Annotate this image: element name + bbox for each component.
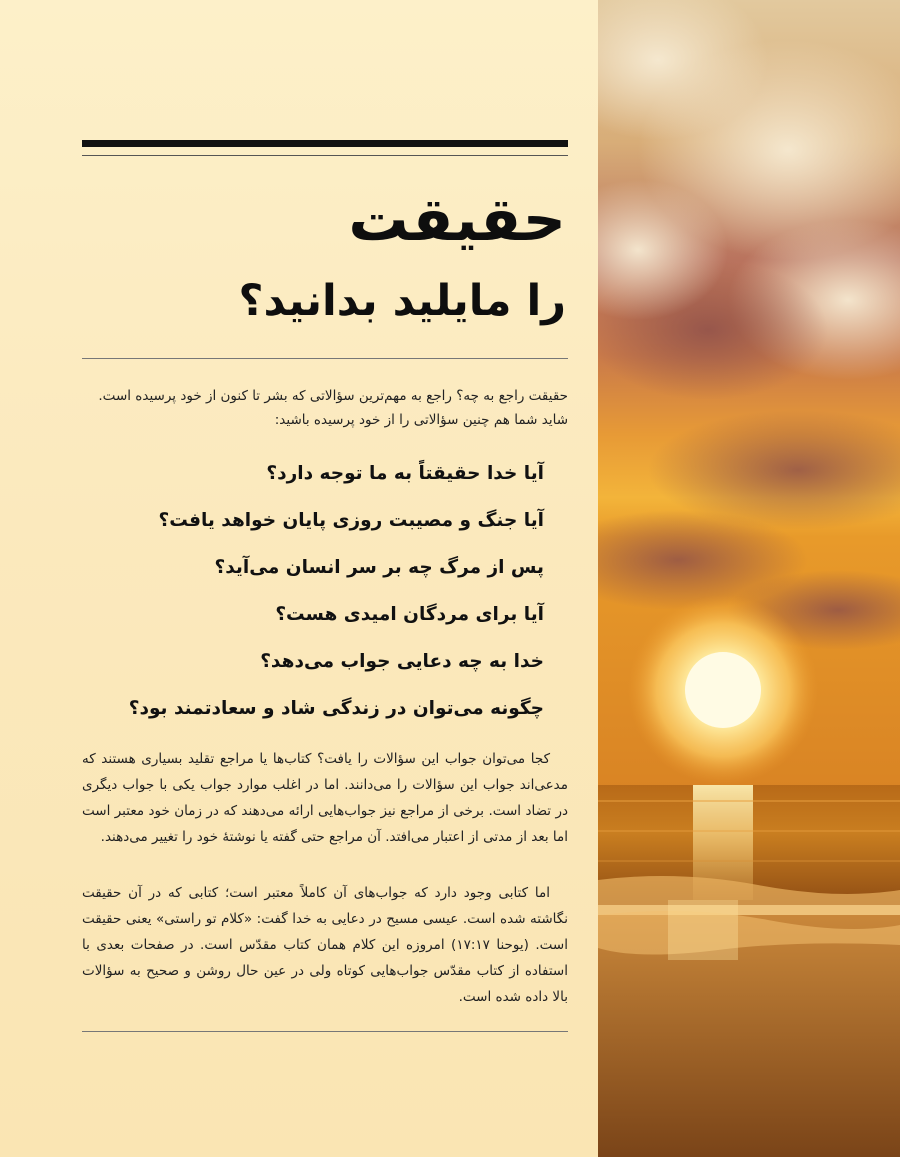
body-paragraph-2: اما کتابی وجود دارد که جواب‌های آن کاملاً معتبر است؛ کتابی که در آن حقیقت نگاشته شده است. عیسی مسیح در دعایی به خدا گفت: «کلام تو راستی» یعنی حقیقت است. (یوحنا ۱۷:۱۷) امروزه این کلام همان کتاب مقدّس است. در صفحات بعدی با استفاده از کتاب مقدّس جواب‌هایی کوتاه ولی در عین حال روشن و صحیح به سؤالات بالا داده شده است.: [82, 885, 568, 1005]
question-item: آیا جنگ و مصیبت روزی پایان خواهد یافت؟: [158, 510, 544, 531]
page-subtitle: را مایلید بدانید؟: [238, 276, 566, 326]
intro-paragraph: حقیقت راجع به چه؟ راجع به مهم‌ترین سؤالاتی که بشر تا کنون از خود پرسیده است. شاید شما هم چنین سؤالاتی را از خود پرسیده باشید:: [98, 388, 568, 428]
question-item: چگونه می‌توان در زندگی شاد و سعادتمند بود؟: [128, 698, 544, 719]
question-item: آیا برای مردگان امیدی هست؟: [275, 604, 544, 625]
question-item: خدا به چه دعایی جواب می‌دهد؟: [260, 651, 544, 672]
question-item: آیا خدا حقیقتاً به ما توجه دارد؟: [266, 463, 544, 484]
question-list: [82, 456, 544, 738]
sunset-beach-photo: [598, 0, 900, 1157]
divider-rule: [82, 358, 568, 359]
body-paragraph-1: کجا می‌توان جواب این سؤالات را یافت؟ کتاب‌ها یا مراجع تقلید بسیاری هستند که مدعی‌اند جواب این سؤالات را می‌دانند. اما در اغلب موارد جواب یکی با جواب دیگری در تضاد است. برخی از مراجع نیز جواب‌هایی ارائه می‌دهند که در زمان خود معتبر است اما بعد از مدتی از اعتبار می‌افتد. آن مراجع حتی گفته یا نوشتهٔ خود را تغییر می‌دهند.: [82, 751, 568, 845]
question-item: پس از مرگ چه بر سر انسان می‌آید؟: [214, 557, 544, 578]
thin-rule-top: [82, 155, 568, 156]
bottom-rule: [82, 1031, 568, 1032]
page-title: حقیقت: [348, 185, 566, 255]
heavy-rule: [82, 140, 568, 147]
